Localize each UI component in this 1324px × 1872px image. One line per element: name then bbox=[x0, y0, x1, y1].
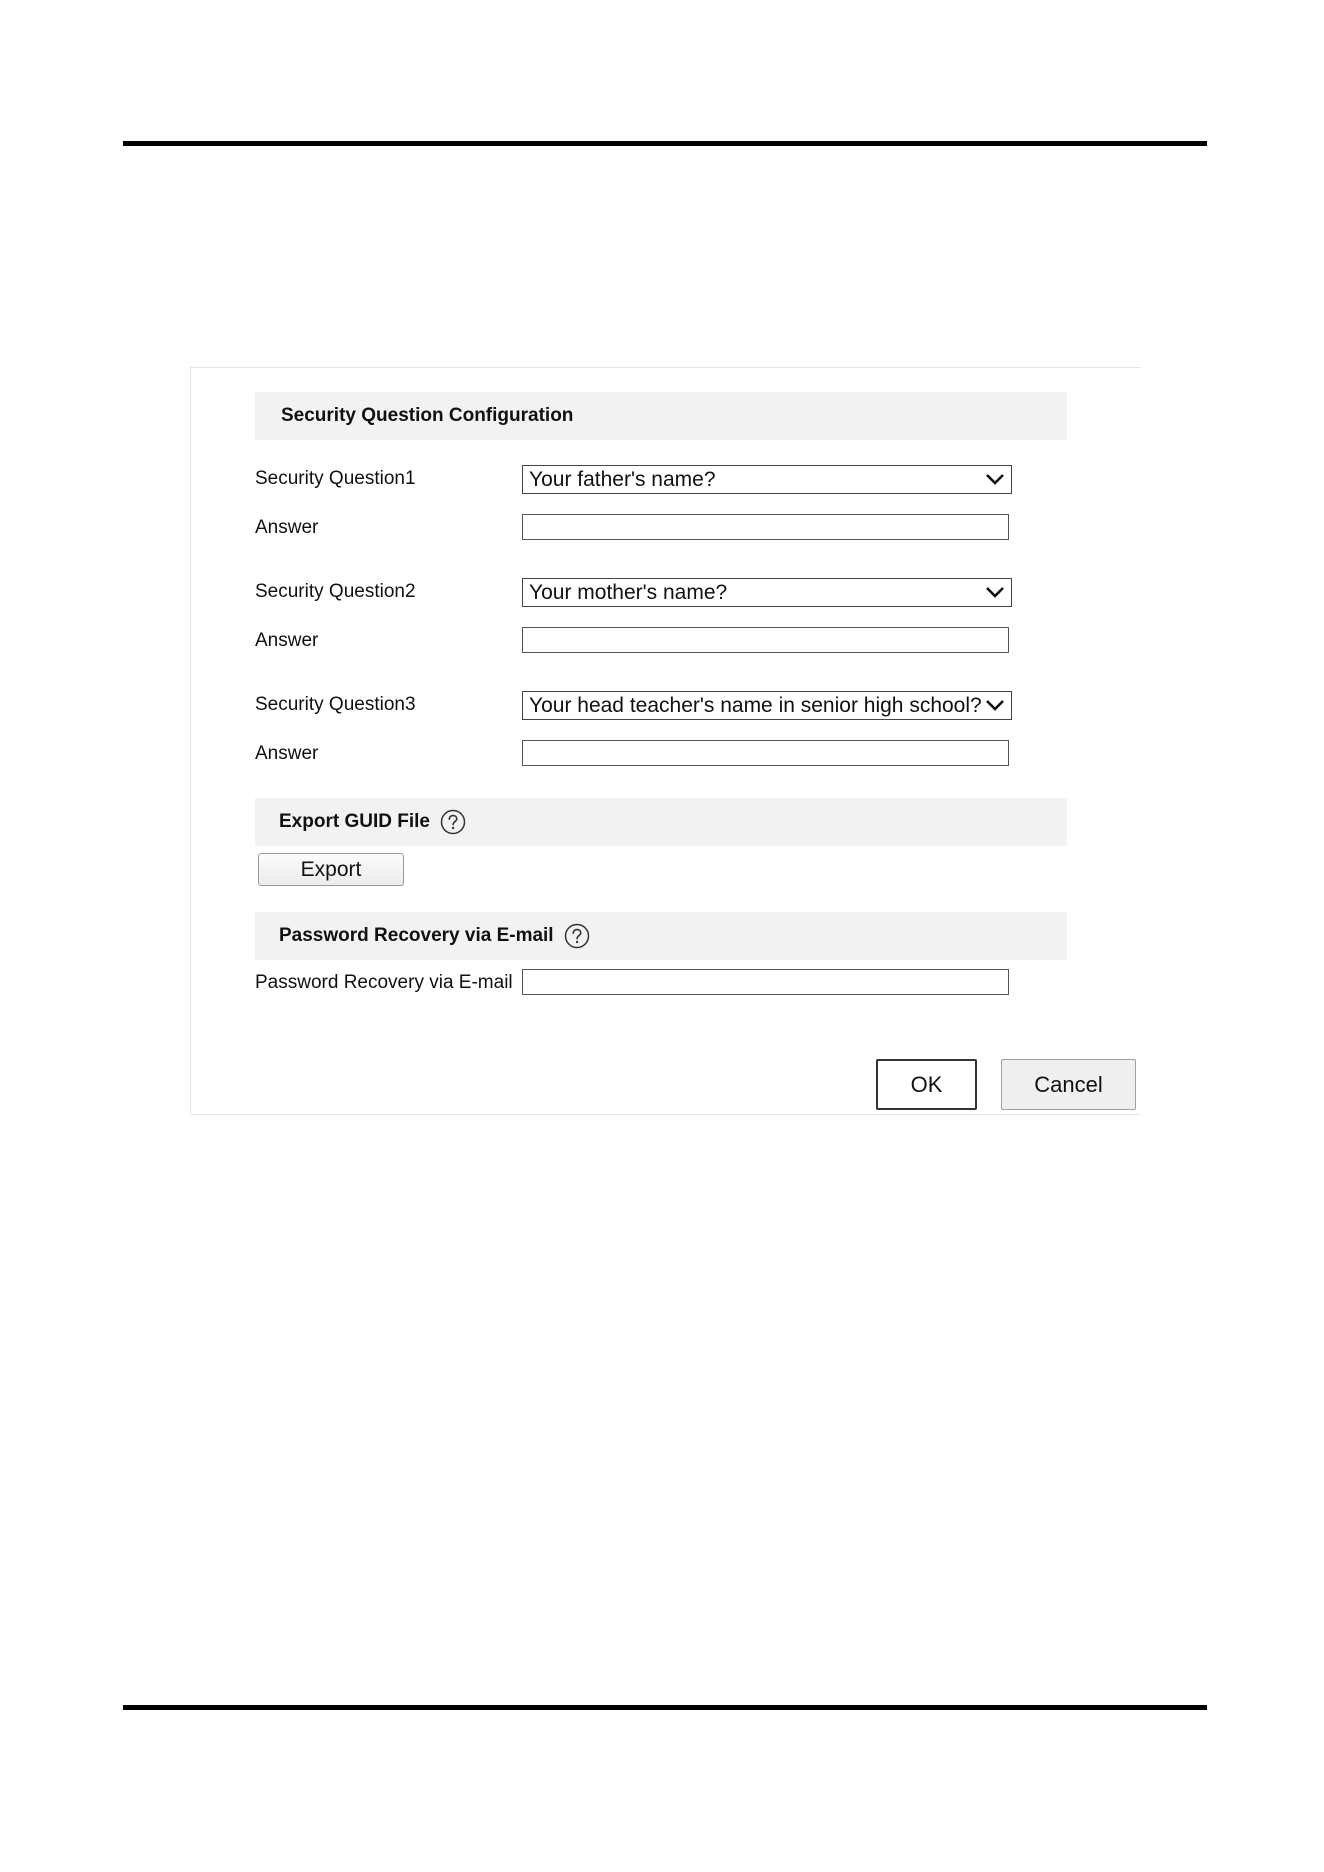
password-recovery-title: Password Recovery via E-mail bbox=[279, 925, 554, 946]
security-question3-select[interactable] bbox=[522, 691, 1012, 720]
security-question2-label: Security Question2 bbox=[255, 581, 416, 602]
chevron-down-icon bbox=[984, 696, 1006, 714]
chevron-down-icon bbox=[984, 470, 1006, 488]
bottom-page-rule bbox=[123, 1705, 1207, 1710]
security-question2-value: Your mother's name? bbox=[529, 580, 728, 604]
answer2-label: Answer bbox=[255, 630, 319, 651]
password-recovery-email-label: Password Recovery via E-mail bbox=[255, 972, 513, 993]
password-recovery-email-input[interactable] bbox=[522, 969, 1009, 995]
export-guid-title: Export GUID File bbox=[279, 811, 430, 832]
answer3-input[interactable] bbox=[522, 740, 1009, 766]
cancel-button[interactable]: Cancel bbox=[1001, 1059, 1136, 1110]
top-page-rule bbox=[123, 141, 1207, 146]
security-question1-value: Your father's name? bbox=[529, 467, 716, 491]
security-question3-label: Security Question3 bbox=[255, 694, 416, 715]
ok-button[interactable]: OK bbox=[876, 1059, 977, 1110]
security-question-title: Security Question Configuration bbox=[281, 405, 574, 426]
security-question2-select[interactable] bbox=[522, 578, 1012, 607]
question-circle-icon[interactable] bbox=[564, 923, 590, 949]
chevron-down-icon bbox=[984, 583, 1006, 601]
security-question3-value: Your head teacher's name in senior high school? bbox=[529, 693, 982, 717]
answer2-input[interactable] bbox=[522, 627, 1009, 653]
answer1-label: Answer bbox=[255, 517, 319, 538]
export-button[interactable]: Export bbox=[258, 853, 404, 886]
security-question1-label: Security Question1 bbox=[255, 468, 416, 489]
security-question-header bbox=[255, 392, 1067, 440]
password-recovery-header bbox=[255, 912, 1067, 960]
export-guid-header bbox=[255, 798, 1067, 846]
question-circle-icon[interactable] bbox=[440, 809, 466, 835]
answer1-input[interactable] bbox=[522, 514, 1009, 540]
answer3-label: Answer bbox=[255, 743, 319, 764]
security-question1-select[interactable] bbox=[522, 465, 1012, 494]
